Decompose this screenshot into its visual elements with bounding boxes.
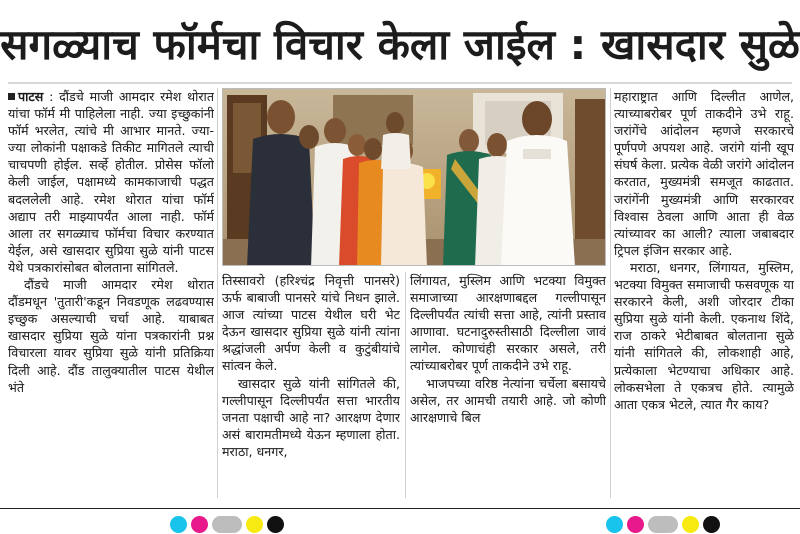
article-column-3: [410, 272, 606, 498]
column-1-text-1: दौंडचे माजी आमदार रमेश थोरात यांचा फॉर्म मी पाहिलेला नाही. ज्या इच्छुकांनी फॉर्म भरलेत, त्यांचे मी आभार मानते. ज्या-ज्या लोकांनी पक्षाकडे तिकीट मागितले त्याची चाचपणी होईल. सर्व्हे होतील. प्रोसेस फॉलो केली जाईल, पक्षामध्ये कामकाजाची पद्धत बदललेली आहे. रमेश थोरात यांचा फॉर्म अद्याप तरी माझ्यापर्यंत आला नाही. फॉर्म आला तर सगळ्याच फॉर्मचा विचार करण्यात येईल, असे खासदार सुप्रिया सुळे यांनी पाटस येथे पत्रकारांसोबत बोलताना सांगितले.: [8, 89, 214, 275]
page-bottom-rule: [0, 508, 800, 509]
news-photo: [222, 88, 606, 266]
black-swatch: [703, 516, 720, 533]
magenta-swatch: [191, 516, 208, 533]
column-4-paragraph-2: मराठा, धनगर, लिंगायत, मुस्लिम, भटक्या विमुक्त समाजाची फसवणूक या सरकारने केली, अशी जोरदार टीका सुप्रिया सुळे यांनी केली. एकनाथ शिंदे, राज ठाकरे भेटीबाबत बोलताना सुळे यांनी सांगितले की, लोकशाही आहे, प्रत्येकाला भेटण्याचा अधिकार आहे. लोकसभेला ते एकत्रच होते. त्यामुळे आता एकत्र भेटले, त्यात गैर काय?: [614, 259, 794, 412]
yellow-swatch: [246, 516, 263, 533]
column-3-paragraph-1: लिंगायत, मुस्लिम आणि भटक्या विमुक्त समाजाच्या आरक्षणाबद्दल गल्लीपासून दिल्लीपर्यंत त्यांची सत्ता आहे, त्यांनी प्रस्ताव आणावा. घटनादुरुस्तीसाठी दिल्लीला जावं लागेल. कोणाचंही सरकार असले, तरी त्यांच्याबरोबर पूर्ण ताकदीने उभे राहू.: [410, 273, 606, 374]
photo-group-of-people: [223, 89, 606, 266]
column-3-paragraph-2: भाजपच्या वरिष्ठ नेत्यांना चर्चेला बसायचे असेल, तर आमची तयारी आहे. जो कोणी आरक्षणाचे बिल: [410, 375, 606, 425]
column-divider: [217, 88, 218, 498]
column-2-paragraph-2: खासदार सुळे यांनी सांगितले की, गल्लीपासून दिल्लीपर्यंत सत्ता भारतीय जनता पक्षाची आहे ना? आरक्षण देणार असं बारामतीमध्ये येऊन म्हणाला होता. मराठा, धनगर,: [222, 375, 400, 459]
cyan-swatch: [606, 516, 623, 533]
headline: सगळ्याच फॉर्मचा विचार केला जाईल : खासदार सुळे: [0, 19, 800, 69]
column-2-paragraph-1: तिस्सावरो (हरिश्चंद्र निवृत्ती पानसरे) ऊर्फ बाबाजी पानसरे यांचे निधन झाले. आज त्यांच्या पाटस येथील घरी भेट देऊन खासदार सुप्रिया सुळे यांनी त्यांना श्रद्धांजली अर्पण केली व कुटुंबीयांचे सांत्वन केले.: [222, 273, 400, 374]
column-1-paragraph-2: दौंडचे माजी आमदार रमेश थोरात दौंडमधून 'तुतारी'कडून निवडणूक लढवण्यास इच्छुक असल्याची चर्चा आहे. याबाबत खासदार सुप्रिया सुळे यांना पत्रकारांनी प्रश्न विचारला यावर सुप्रिया सुळे यांनी प्रतिक्रिया दिली आहे. दौंड तालुक्यातील पाटस येथील भंते: [8, 277, 214, 395]
magenta-swatch: [627, 516, 644, 533]
bullet-square-icon: [8, 93, 15, 100]
headline-rule: [8, 82, 792, 84]
column-divider: [610, 88, 611, 498]
article-column-2: [222, 272, 400, 498]
column-divider: [405, 272, 406, 498]
yellow-swatch: [682, 516, 699, 533]
print-registration-swatches-right: [606, 516, 720, 533]
column-4-paragraph-1: महाराष्ट्रात आणि दिल्लीत आणेल, त्याच्याबरोबर पूर्ण ताकदीने उभे राहू. जरांगेंचे आंदोलन म्हणजे सरकारचे पूर्णपणे अपयश आहे. जरांगे यांनी खूप संघर्ष केला. प्रत्येक वेळी जरांगे आंदोलन करतात, मुख्यमंत्री समजूत काढतात. जरांगेंनी मुख्यमंत्री आणि सरकारवर विश्वास ठेवला आणि आता ही वेळ त्यांच्यावर का आली? त्याला जबाबदार ट्रिपल इंजिन सरकार आहे.: [614, 89, 794, 258]
gray-swatch: [212, 516, 242, 533]
cyan-swatch: [170, 516, 187, 533]
column-1-paragraph-1: पाटस : दौंडचे माजी आमदार रमेश थोरात यांचा फॉर्म मी पाहिलेला नाही. ज्या इच्छुकांनी फॉर्म भरलेत, त्यांचे मी आभार मानते. ज्या-ज्या लोकांनी पक्षाकडे तिकीट मागितले त्याची चाचपणी होईल. सर्व्हे होतील. प्रोसेस फॉलो केली जाईल, पक्षामध्ये कामकाजाची पद्धत बदललेली आहे. रमेश थोरात यांचा फॉर्म अद्याप तरी माझ्यापर्यंत आला नाही. फॉर्म आला तर सगळ्याच फॉर्मचा विचार करण्यात येईल, असे खासदार सुप्रिया सुळे यांनी पाटस येथे पत्रकारांसोबत बोलताना सांगितले.: [8, 89, 214, 275]
print-registration-swatches-left: [170, 516, 284, 533]
black-swatch: [267, 516, 284, 533]
article-column-1: [8, 88, 214, 498]
dateline: पाटस: [18, 89, 44, 104]
gray-swatch: [648, 516, 678, 533]
article-column-4: [614, 88, 794, 498]
